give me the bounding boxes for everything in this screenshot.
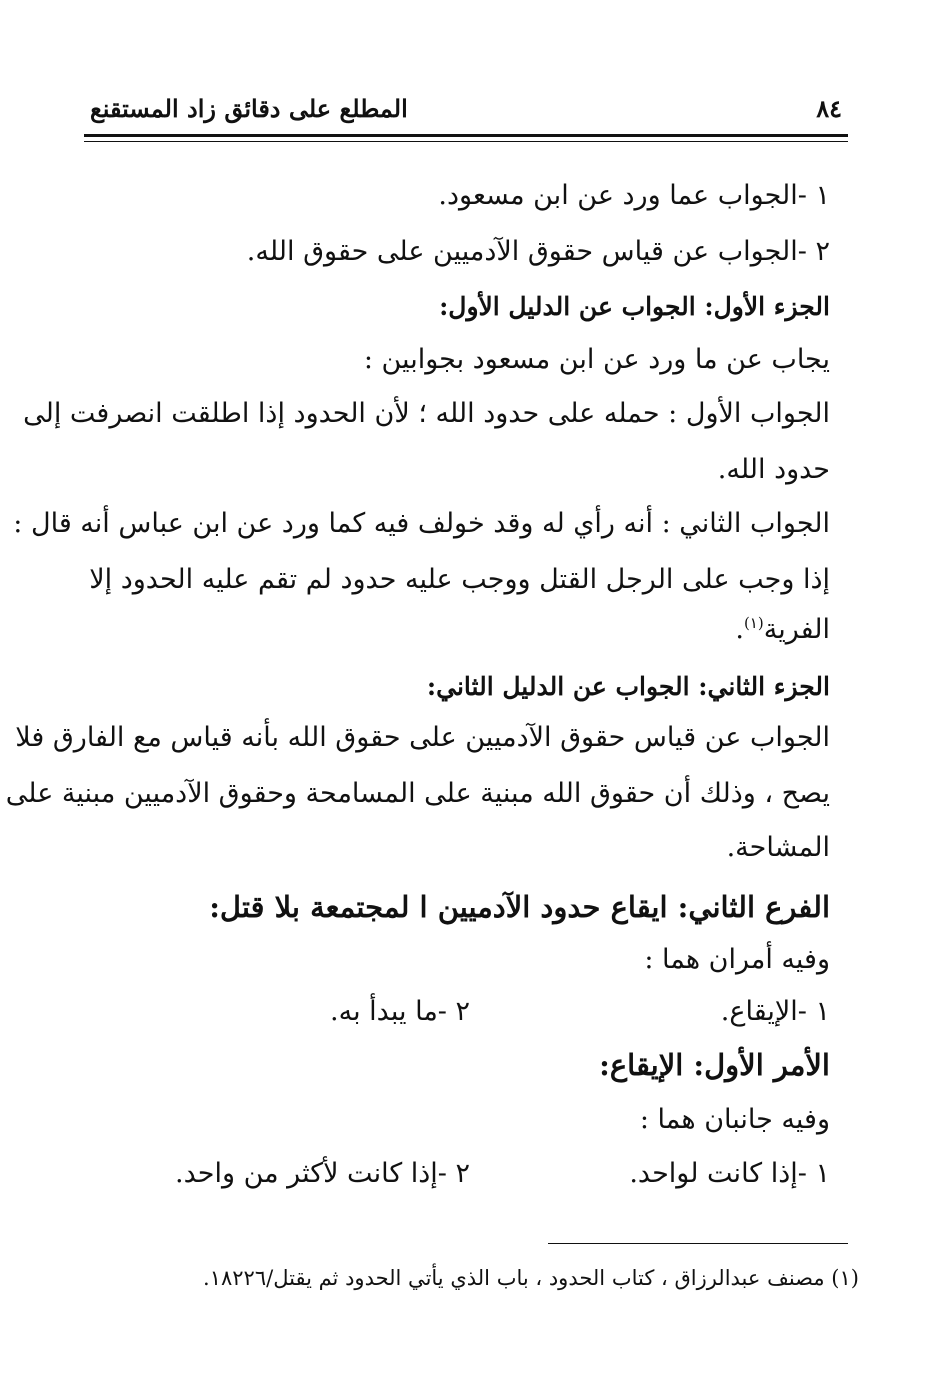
section-heading: الأمر الأول: الإيقاع: bbox=[599, 1048, 830, 1082]
section-heading: الجزء الأول: الجواب عن الدليل الأول: bbox=[439, 292, 830, 321]
page-number: ٨٤ bbox=[816, 94, 842, 123]
list-item: ١ -إذا كانت لواحد. bbox=[629, 1158, 830, 1189]
paragraph-line: وفيه أمران هما : bbox=[644, 944, 830, 975]
section-heading: الجزء الثاني: الجواب عن الدليل الثاني: bbox=[426, 672, 830, 701]
full-stop: . bbox=[735, 614, 744, 645]
list-item: ٢ -الجواب عن قياس حقوق الآدميين على حقوق الله. bbox=[246, 236, 830, 267]
list-item: ٢ -إذا كانت لأكثر من واحد. bbox=[175, 1158, 470, 1189]
paragraph-line: المشاحة. bbox=[726, 832, 830, 863]
paragraph-line: يجاب عن ما ورد عن ابن مسعود بجوابين : bbox=[363, 344, 830, 375]
list-item: ٢ -ما يبدأ به. bbox=[330, 996, 470, 1027]
paragraph-line: حدود الله. bbox=[717, 454, 830, 485]
footnoted-word: الفرية bbox=[763, 614, 830, 645]
paragraph-line bbox=[735, 614, 830, 645]
paragraph-line: الجواب عن قياس حقوق الآدميين على حقوق الله بأنه قياس مع الفارق فلا bbox=[15, 722, 830, 753]
list-item: ١ -الإيقاع. bbox=[720, 996, 830, 1027]
running-title: المطلع على دقائق زاد المستقنع bbox=[90, 94, 408, 123]
list-item: ١ -الجواب عما ورد عن ابن مسعود. bbox=[438, 180, 830, 211]
footnote-marker: (١) bbox=[743, 614, 764, 632]
paragraph-line: يصح ، وذلك أن حقوق الله مبنية على المسامحة وحقوق الآدميين مبنية على bbox=[5, 778, 830, 809]
paragraph-line: إذا وجب على الرجل القتل ووجب عليه حدود لم تقم عليه الحدود إلا bbox=[89, 564, 830, 595]
paragraph-line: وفيه جانبان هما : bbox=[639, 1104, 830, 1135]
paragraph-line: الجواب الثاني : أنه رأي له وقد خولف فيه كما ورد عن ابن عباس أنه قال : bbox=[13, 508, 830, 539]
subsection-heading: الفرع الثاني: ايقاع حدود الآدميين ا لمجتمعة بلا قتل: bbox=[209, 890, 830, 924]
footnote: (١) مصنف عبدالرزاق ، كتاب الحدود ، باب الذي يأتي الحدود ثم يقتل/١٨٢٢٦. bbox=[203, 1266, 859, 1290]
paragraph-line: الجواب الأول : حمله على حدود الله ؛ لأن الحدود إذا اطلقت انصرفت إلى bbox=[23, 398, 830, 429]
header-rule-thick bbox=[84, 134, 848, 137]
footnote-rule bbox=[548, 1243, 848, 1244]
page-header bbox=[84, 92, 846, 132]
header-rule-thin bbox=[84, 141, 848, 142]
